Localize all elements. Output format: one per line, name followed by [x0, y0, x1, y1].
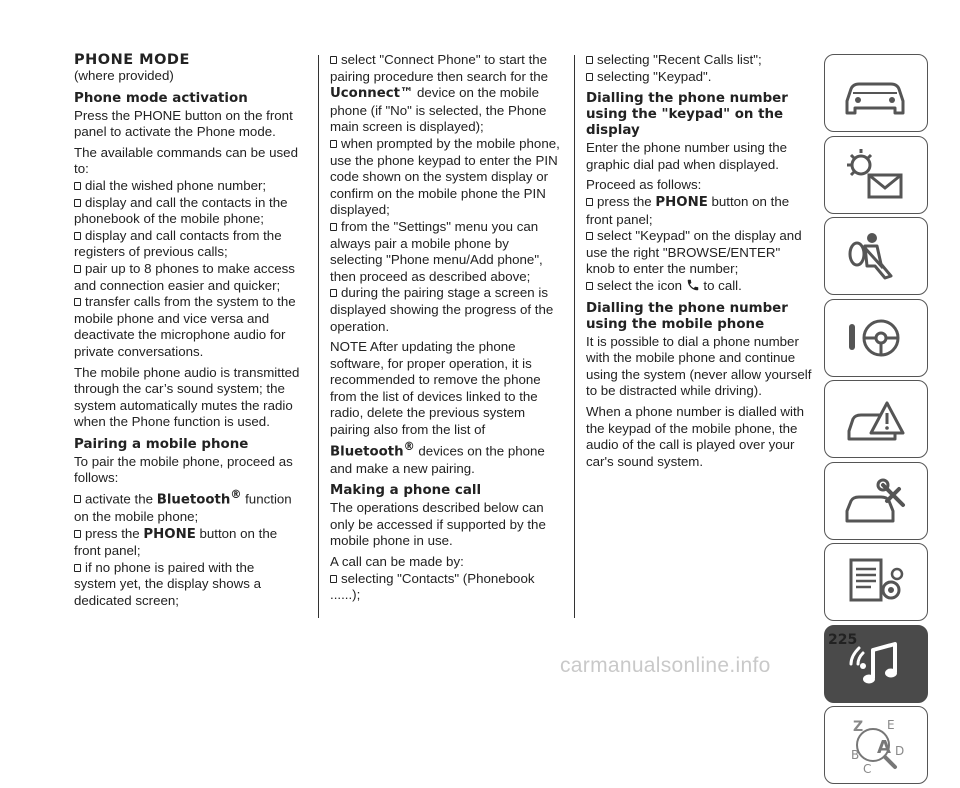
checkbox-bullet-icon — [74, 495, 81, 503]
list-item: selecting "Recent Calls list"; — [586, 52, 812, 69]
bullet-list — [330, 52, 562, 335]
list-item: press the PHONE button on the front panel; — [586, 193, 790, 227]
index-letter: E — [887, 718, 895, 732]
section-title: PHONE MODE — [74, 52, 190, 68]
list-item: if no phone is paired with the system yet, the display shows a dedicated screen; — [74, 559, 261, 609]
index-letter: Z — [853, 719, 864, 735]
list-item: display and call contacts from the registers of previous calls; — [74, 227, 282, 260]
checkbox-bullet-icon — [586, 282, 593, 290]
list-item: activate the Bluetooth® function on the mobile phone; — [74, 488, 292, 525]
heading-making-call: Making a phone call — [330, 483, 482, 499]
tab-emergency[interactable] — [824, 380, 928, 458]
checkbox-bullet-icon — [74, 232, 81, 240]
section-subtitle: (where provided) — [74, 68, 174, 83]
checkbox-bullet-icon — [586, 198, 593, 206]
paragraph: A call can be made by: — [330, 554, 464, 570]
tab-index[interactable] — [824, 706, 928, 784]
technical-data-icon — [825, 544, 926, 619]
list-item: select the icon to call. — [586, 278, 812, 295]
tab-starting-driving[interactable] — [824, 299, 928, 377]
maintenance-icon — [825, 463, 926, 538]
car-icon — [825, 55, 926, 130]
tab-car[interactable] — [824, 54, 928, 132]
heading-phone-mode-activation: Phone mode activation — [74, 90, 248, 106]
list-item: display and call the contacts in the phonebook of the mobile phone; — [74, 194, 288, 227]
chapter-tabs — [824, 54, 928, 788]
index-letter: B — [851, 748, 860, 762]
checkbox-bullet-icon — [330, 223, 337, 231]
heading-dialling-keypad: Dialling the phone number using the "keypad" on the display — [586, 91, 788, 139]
paragraph: Enter the phone number using the graphic dial pad when displayed. — [586, 140, 788, 172]
paragraph: The operations described below can only be accessed if supported by the mobile phone in use. — [330, 500, 546, 549]
list-item: dial the wished phone number; — [74, 178, 300, 195]
paragraph: To pair the mobile phone, proceed as follows: — [74, 453, 293, 486]
column-divider — [318, 55, 319, 618]
checkbox-bullet-icon — [586, 73, 593, 81]
list-item: select "Connect Phone" to start the pairing procedure then search for the Uconnect™ device on the mobile phone (if "No" is selected, the Phone main screen is displayed); — [330, 52, 549, 135]
tab-warning-lights[interactable] — [824, 136, 928, 214]
list-item: selecting "Keypad". — [586, 69, 812, 86]
bullet-list — [586, 194, 812, 295]
checkbox-bullet-icon — [330, 56, 337, 64]
column-1 — [74, 52, 300, 614]
checkbox-bullet-icon — [74, 530, 81, 538]
page-number: 225 — [828, 632, 858, 648]
steering-starting-icon — [825, 300, 926, 375]
emergency-icon — [825, 381, 926, 456]
bullet-list — [330, 571, 562, 604]
column-divider — [574, 55, 575, 618]
list-item: during the pairing stage a screen is displayed showing the progress of the operation. — [330, 285, 554, 334]
checkbox-bullet-icon — [74, 199, 81, 207]
checkbox-bullet-icon — [586, 56, 593, 64]
tab-maintenance[interactable] — [824, 462, 928, 540]
list-item: select "Keypad" on the display and use the right "BROWSE/ENTER" knob to enter the number; — [586, 228, 802, 277]
checkbox-bullet-icon — [74, 298, 81, 306]
paragraph: The mobile phone audio is transmitted through the car’s sound system; the system automatically mutes the radio when the Phone function is used. — [74, 364, 300, 430]
checkbox-bullet-icon — [74, 265, 81, 273]
list-item: selecting "Contacts" (Phonebook ......); — [330, 570, 535, 603]
checkbox-bullet-icon — [74, 564, 81, 572]
bullet-list — [74, 178, 300, 361]
index-letter: D — [895, 744, 905, 758]
index-letter: C — [863, 762, 872, 776]
bullet-list — [74, 487, 300, 610]
phone-handset-icon — [686, 278, 700, 292]
checkbox-bullet-icon — [586, 232, 593, 240]
bullet-list — [586, 52, 812, 85]
checkbox-bullet-icon — [330, 140, 337, 148]
column-3 — [586, 52, 812, 474]
airbag-safety-icon — [825, 218, 926, 293]
list-item: transfer calls from the system to the mobile phone and vice versa and deactivate the microphone audio for private conversations. — [74, 294, 296, 359]
index-icon — [825, 707, 926, 782]
paragraph: Proceed as follows: — [586, 177, 702, 193]
paragraph: Press the PHONE button on the front panel to activate the Phone mode. — [74, 107, 293, 140]
paragraph: The available commands can be used to: — [74, 144, 298, 177]
checkbox-bullet-icon — [330, 575, 337, 583]
checkbox-bullet-icon — [74, 182, 81, 190]
tab-technical-data[interactable] — [824, 543, 928, 621]
list-item: press the PHONE button on the front panel; — [74, 525, 278, 559]
list-item: when prompted by the mobile phone, use the phone keypad to enter the PIN code shown on the system display or confirm on the mobile phone the PIN displayed; — [330, 135, 560, 218]
warning-lights-icon — [825, 137, 926, 212]
checkbox-bullet-icon — [330, 289, 337, 297]
heading-dialling-mobile: Dialling the phone number using the mobile phone — [586, 300, 788, 332]
list-item: pair up to 8 phones to make access and connection easier and quicker; — [74, 260, 295, 293]
list-item: from the "Settings" menu you can always pair a mobile phone by selecting "Phone menu/Add phone", then proceed as described above; — [330, 218, 543, 284]
paragraph: It is possible to dial a phone number with the mobile phone and continue using the system (never allow yourself to be distracted while driving). — [586, 333, 812, 399]
column-2 — [330, 52, 562, 608]
note: NOTE After updating the phone software, for proper operation, it is recommended to remove the phone from the list of devices linked to the radio, delete the previous system pairing also from the list of Bluetooth® devices on the phone and make a new pairing. — [330, 339, 545, 476]
watermark: carmanualsonline.info — [560, 654, 771, 677]
index-letter: A — [877, 737, 891, 758]
heading-pairing: Pairing a mobile phone — [74, 436, 249, 452]
paragraph: When a phone number is dialled with the keypad of the mobile phone, the audio of the call is played over your car's sound system. — [586, 403, 805, 469]
tab-safety[interactable] — [824, 217, 928, 295]
